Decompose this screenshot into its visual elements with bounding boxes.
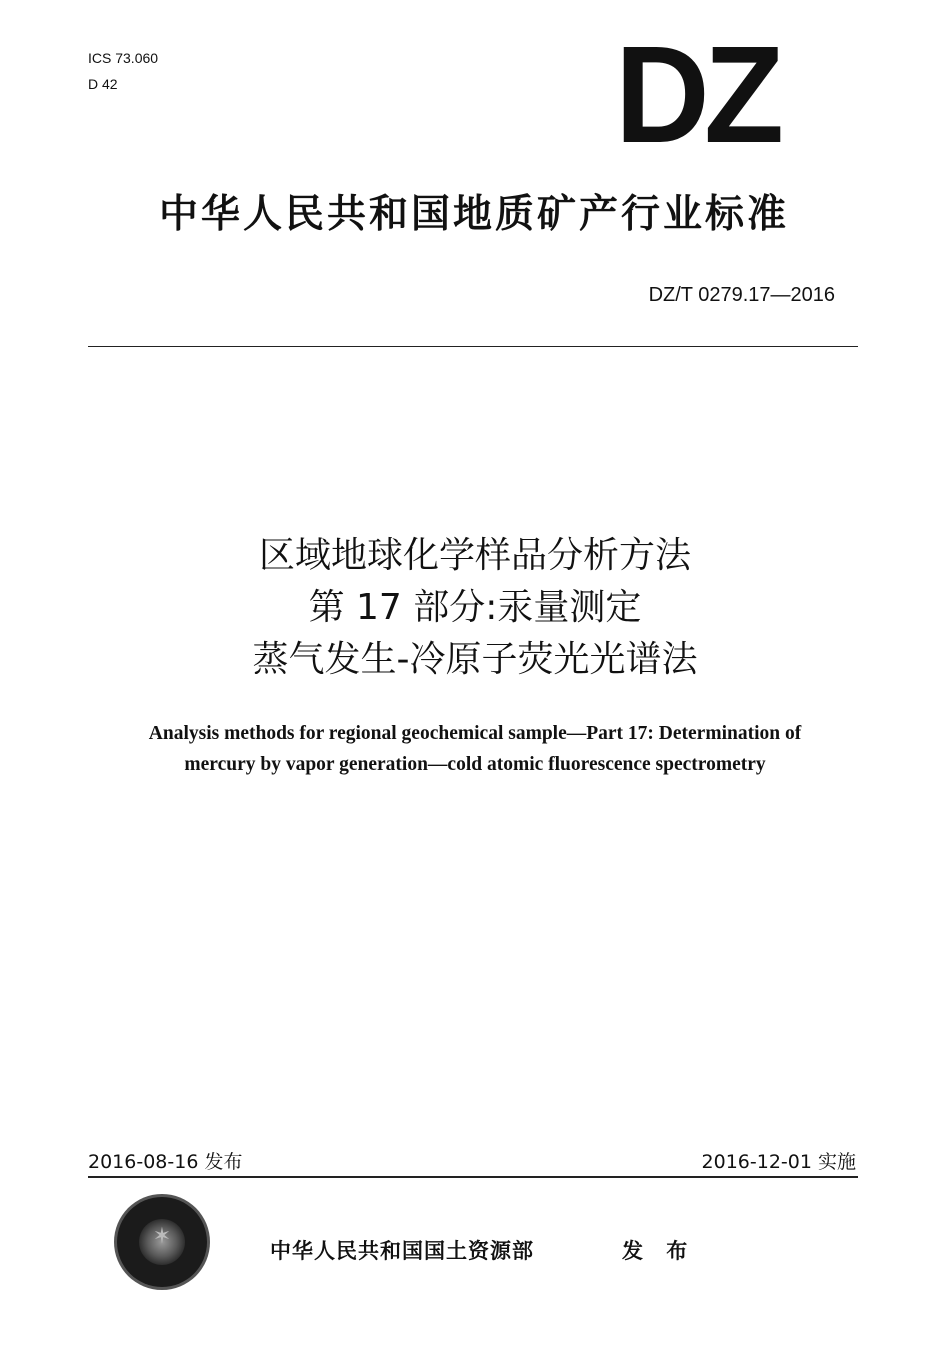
english-title-line-1: Analysis methods for regional geochemical sample—Part 17: Determination of (148, 723, 802, 744)
english-title (60, 718, 890, 780)
issue-label: 发 布 (622, 1239, 696, 1263)
footer-divider (88, 1176, 858, 1178)
publish-date: 2016-08-16 发布 (88, 1151, 243, 1173)
issuing-authority: 中华人民共和国国土资源部 (270, 1239, 534, 1263)
ccs-code: D 42 (88, 76, 118, 92)
implementation-date: 2016-12-01 实施 (701, 1151, 856, 1173)
dz-logo: DZ (615, 18, 779, 172)
industry-standard-title: 中华人民共和国地质矿产行业标准 (158, 192, 789, 237)
chinese-title (0, 530, 950, 686)
ics-code: ICS 73.060 (88, 50, 159, 66)
chinese-title-line-1: 区域地球化学样品分析方法 (258, 535, 691, 576)
english-title-line-2: mercury by vapor generation—cold atomic fluorescence spectrometry (184, 754, 766, 775)
header-divider (88, 346, 858, 347)
standard-number: DZ/T 0279.17—2016 (648, 284, 835, 306)
chinese-title-line-2: 第 17 部分:汞量测定 (308, 587, 642, 628)
seal-star-icon: ✶ (152, 1224, 172, 1249)
official-seal-icon (117, 1197, 207, 1287)
chinese-title-line-3: 蒸气发生-冷原子荧光光谱法 (252, 639, 698, 680)
